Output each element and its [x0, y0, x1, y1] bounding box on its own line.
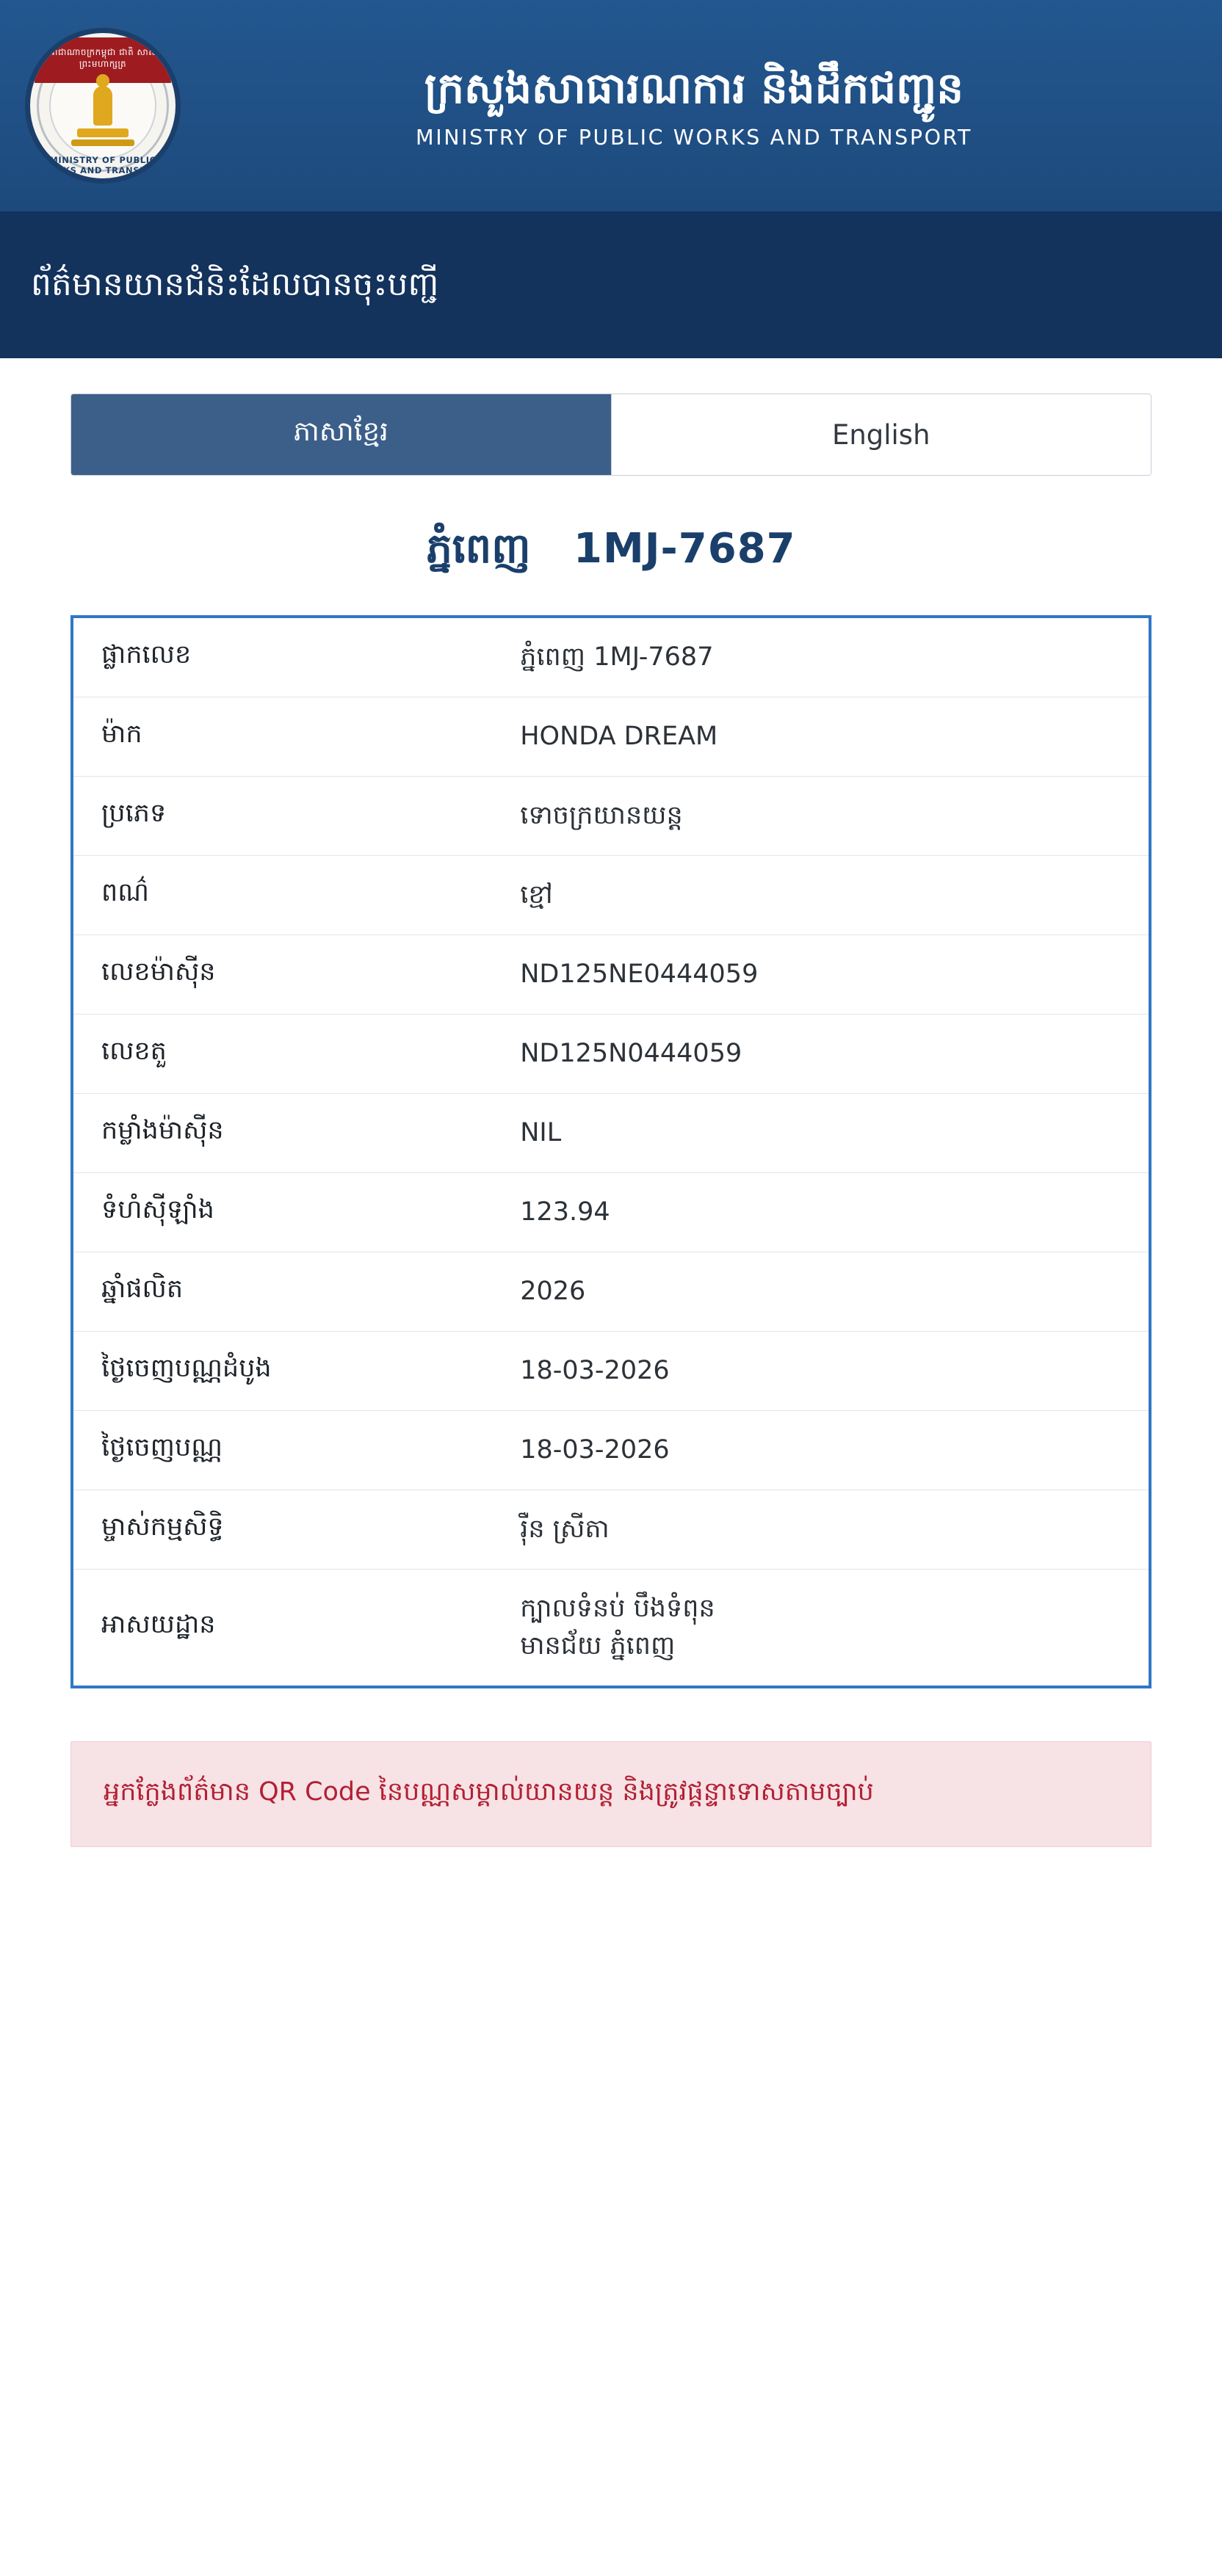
vehicle-details-table [73, 618, 1149, 1686]
plate-number: 1MJ-7687 [574, 525, 796, 573]
table-row [73, 1332, 1149, 1411]
header-title-km: ក្រសួងសាធារណការ និងដឹកជញ្ជូន [424, 63, 964, 114]
plate-province: ភ្នំពេញ [426, 525, 531, 573]
row-label: លេខម៉ាស៊ីន [101, 957, 216, 987]
row-value: ភ្នំពេញ 1MJ-7687 [520, 642, 714, 672]
row-label: ម្ចាស់កម្មសិទ្ធិ [101, 1512, 224, 1542]
vehicle-details-body [73, 618, 1149, 1686]
app-header [0, 0, 1222, 211]
tab-english-label: English [831, 418, 930, 451]
row-value: ក្បាលទំនប់ បឹងទំពុន មានជ័យ ភ្នំពេញ [520, 1594, 715, 1661]
row-label: ឆ្នាំផលិត [101, 1274, 184, 1304]
table-row [73, 1411, 1149, 1490]
row-value: 18-03-2026 [520, 1356, 670, 1386]
row-label: កម្លាំងម៉ាស៊ីន [101, 1116, 224, 1145]
table-row [73, 1252, 1149, 1332]
table-row [73, 856, 1149, 935]
row-label: ពណ៌ [101, 878, 149, 907]
language-tabs [70, 393, 1152, 476]
logo-top-text: ព្រះរាជាណាចក្រកម្ពុជា ជាតិ សាសនា ព្រះមហាក្សត្រ [39, 47, 167, 69]
row-value: 18-03-2026 [520, 1435, 670, 1465]
page-title: ព័ត៌មានយានជំនិះដែលបានចុះបញ្ជី [31, 266, 439, 304]
row-value: HONDA DREAM [520, 722, 718, 752]
table-row [73, 1094, 1149, 1173]
row-value: ខ្មៅ [520, 880, 553, 910]
plate-heading [0, 523, 1222, 583]
table-row [73, 1490, 1149, 1570]
row-value: ND125NE0444059 [520, 959, 759, 990]
header-title-en: MINISTRY OF PUBLIC WORKS AND TRANSPORT [416, 125, 972, 150]
header-titles [206, 62, 1197, 150]
logo-bottom-text: MINISTRY OF PUBLIC WORKS AND TRANSPORT [39, 155, 167, 175]
tab-khmer[interactable] [71, 394, 611, 475]
row-value: រ៉ឺន ស្រីតា [520, 1514, 610, 1545]
tab-english[interactable] [611, 394, 1152, 475]
table-row [73, 935, 1149, 1015]
table-row [73, 1173, 1149, 1252]
table-row [73, 777, 1149, 856]
row-label: ថ្ងៃចេញបណ្ណដំបូង [101, 1354, 272, 1383]
vehicle-details-card [70, 615, 1152, 1688]
row-value: ទោចក្រយានយន្ត [520, 801, 683, 831]
row-value: ND125N0444059 [520, 1039, 742, 1069]
table-row [73, 1015, 1149, 1094]
row-label: ម៉ាក [101, 719, 142, 749]
warning-notice-text: អ្នកក្លែងព័ត៌មាន QR Code នៃបណ្ណសម្គាល់យានយន្ត និងត្រូវផ្តន្ទាទោសតាមច្បាប់ [104, 1777, 874, 1807]
tab-khmer-label: ភាសាខ្មែរ [293, 416, 388, 447]
table-row [73, 697, 1149, 777]
row-value: 123.94 [520, 1197, 610, 1227]
warning-notice [70, 1741, 1152, 1847]
ministry-logo-icon [25, 28, 181, 184]
emblem-base-lower [71, 139, 134, 146]
row-label: ទំហំស៊ីឡាំង [101, 1195, 214, 1224]
bottom-spacer [0, 1847, 1222, 1913]
row-label: ប្រភេទ [101, 799, 167, 828]
page-subheader [0, 211, 1222, 358]
row-label: លេខតួ [101, 1037, 167, 1066]
emblem-figure-icon [93, 86, 112, 126]
row-label: ថ្ងៃចេញបណ្ណ [101, 1433, 223, 1462]
table-row [73, 1570, 1149, 1686]
table-row [73, 618, 1149, 697]
emblem-base-upper [77, 128, 129, 137]
row-label: អាសយដ្ឋាន [101, 1610, 216, 1640]
row-value: 2026 [520, 1277, 586, 1307]
logo-emblem-icon [69, 65, 137, 146]
row-value: NIL [520, 1118, 562, 1148]
row-label: ផ្លាកលេខ [101, 640, 192, 670]
